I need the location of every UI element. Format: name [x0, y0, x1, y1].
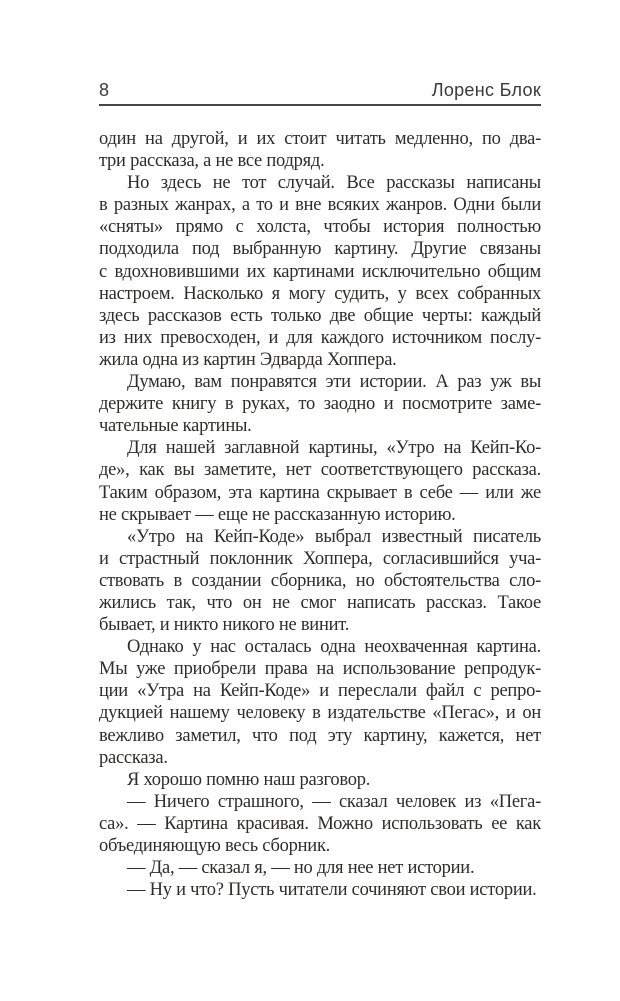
text-line: Думаю, вам понравятся эти истории. А раз уж вы	[127, 372, 541, 393]
text-line: — Да, — сказал я, — но для нее нет истории.	[127, 858, 475, 879]
text-line: бывает, и никто никого не винит.	[99, 615, 350, 636]
running-head-author: Лоренс Блок	[431, 80, 541, 100]
text-line: вежливо заметил, что под эту картину, кажется, нет	[99, 725, 541, 746]
page-number: 8	[99, 80, 110, 100]
text-line: дукцией нашему человеку в издательстве «Пегас», и он	[99, 703, 541, 724]
text-line: не скрывает — еще не рассказанную историю.	[99, 504, 456, 525]
text-line: жились так, что он не смог написать рассказ. Такое	[99, 592, 541, 613]
text-line: Таким образом, эта картина скрывает в себе — или же	[99, 482, 541, 503]
text-line: чательные картины.	[99, 416, 252, 437]
paragraph	[99, 371, 541, 437]
text-line: ствовать в создании сборника, но обстоятельства сло-	[99, 570, 541, 591]
text-line: са». — Картина красивая. Можно использовать ее как	[99, 813, 541, 834]
paragraph	[99, 526, 541, 636]
paragraph	[99, 769, 541, 791]
paragraph	[99, 172, 541, 371]
text-line: из них превосходен, и для каждого источником послу-	[99, 327, 541, 348]
paragraph	[99, 636, 541, 769]
paragraph	[99, 437, 541, 525]
text-line: «сняты» прямо с холста, чтобы история полностью	[99, 217, 541, 238]
text-line: рассказа.	[99, 747, 168, 768]
paragraph	[99, 791, 541, 857]
header-rule	[99, 104, 541, 106]
text-line: «Утро на Кейп-Коде» выбрал известный писатель	[127, 526, 541, 547]
text-line: — Ну и что? Пусть читатели сочиняют свои истории.	[127, 880, 537, 901]
text-line: с вдохновившими их картинами исключительно общим	[99, 261, 541, 282]
text-line: один на другой, и их стоит читать медленно, по два-	[99, 129, 541, 149]
text-line: Я хорошо помню наш разговор.	[127, 769, 371, 790]
text-line: и страстный поклонник Хоппера, согласившийся уча-	[99, 548, 541, 569]
text-line: — Ничего страшного, — сказал человек из «Пега-	[127, 791, 541, 812]
text-line: ции «Утра на Кейп-Коде» и переслали файл с репро-	[99, 681, 541, 702]
text-line: настроем. Насколько я могу судить, у всех собранных	[99, 283, 541, 304]
text-line: де», как вы заметите, нет соответствующего рассказа.	[99, 460, 541, 481]
text-line: Для нашей заглавной картины, «Утро на Кейп-Ко-	[127, 438, 541, 459]
text-line: подходила под выбранную картину. Другие связаны	[99, 239, 541, 260]
text-line: Однако у нас осталась одна неохваченная картина.	[127, 637, 541, 658]
text-line: здесь рассказов есть только две общие черты: каждый	[99, 305, 541, 326]
text-line: жила одна из картин Эдварда Хоппера.	[99, 349, 397, 370]
body-text	[99, 128, 541, 901]
text-line: объединяющую весь сборник.	[99, 836, 331, 856]
paragraph	[99, 857, 541, 879]
text-line: Мы уже приобрели права на использование репродук-	[99, 659, 541, 680]
text-line: держите книгу в руках, то заодно и посмотрите заме-	[99, 394, 541, 415]
text-line: три рассказа, а не все подряд.	[99, 151, 325, 172]
text-line: в разных жанрах, а то и вне всяких жанров. Одни были	[99, 195, 541, 216]
paragraph	[99, 128, 541, 172]
paragraph	[99, 879, 541, 901]
text-line: Но здесь не тот случай. Все рассказы написаны	[127, 173, 541, 194]
page-header	[99, 80, 541, 101]
